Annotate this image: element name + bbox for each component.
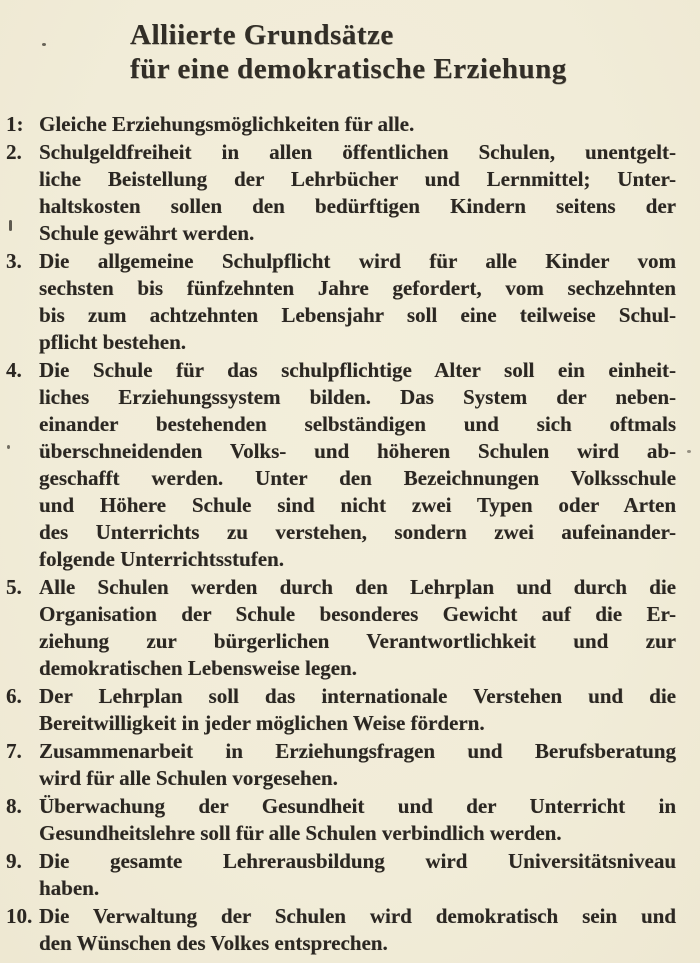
item-line: Überwachung der Gesundheit und der Unterricht in (39, 794, 676, 818)
ink-speck (687, 450, 691, 453)
list-item (6, 848, 676, 902)
item-line: Schulgeldfreiheit in allen öffentlichen Schulen, unentgelt- (39, 140, 676, 164)
ink-speck (42, 43, 46, 46)
item-line: Die Schule für das schulpflichtige Alter soll ein einheit- (39, 358, 676, 382)
item-line: Organisation der Schule besonderes Gewicht auf die Er- (39, 602, 676, 626)
item-number: 9. (6, 849, 22, 873)
item-line: sechsten bis fünfzehnten Jahre gefordert, vom sechzehnten (39, 276, 676, 300)
item-line: folgende Unterrichtsstufen. (39, 547, 284, 571)
item-line: bis zum achtzehnten Lebensjahr soll eine teilweise Schul- (39, 303, 676, 327)
title-line-2: für eine demokratische Erziehung (130, 53, 567, 85)
item-line: Schule gewährt werden. (39, 221, 255, 245)
item-number: 7. (6, 739, 22, 763)
item-line: Der Lehrplan soll das internationale Verstehen und die (39, 684, 676, 708)
list-item (6, 139, 676, 247)
principles-list (6, 111, 676, 957)
item-line: haltskosten sollen den bedürftigen Kindern seitens der (39, 194, 676, 218)
item-line: überschneidenden Volks- und höheren Schulen wird ab- (39, 439, 676, 463)
item-number: 4. (6, 358, 22, 382)
list-item (6, 357, 676, 573)
item-line: einander bestehenden selbständigen und sich oftmals (39, 412, 676, 436)
list-item (6, 111, 676, 138)
item-line: pflicht bestehen. (39, 330, 186, 354)
item-line: liches Erziehungssystem bilden. Das System der neben- (39, 385, 676, 409)
item-number: 10. (6, 904, 33, 928)
item-number: 1: (6, 112, 24, 136)
list-item (6, 903, 676, 957)
item-line: Gesundheitslehre soll für alle Schulen verbindlich werden. (39, 821, 562, 845)
item-line: des Unterrichts zu verstehen, sondern zwei aufeinander- (39, 520, 676, 544)
item-line: demokratischen Lebensweise legen. (39, 656, 357, 680)
list-item (6, 683, 676, 737)
item-line: Die Verwaltung der Schulen wird demokratisch sein und (39, 904, 676, 928)
item-line: den Wünschen des Volkes entsprechen. (39, 931, 388, 955)
item-line: Gleiche Erziehungsmöglichkeiten für alle. (39, 112, 415, 136)
item-line: Die gesamte Lehrerausbildung wird Universitätsniveau (39, 849, 676, 873)
item-line: wird für alle Schulen vorgesehen. (39, 766, 338, 790)
item-number: 2. (6, 140, 22, 164)
item-number: 8. (6, 794, 22, 818)
item-line: geschafft werden. Unter den Bezeichnungen Volksschule (39, 466, 676, 490)
item-number: 3. (6, 249, 22, 273)
item-line: Alle Schulen werden durch den Lehrplan und durch die (39, 575, 676, 599)
ink-speck (7, 445, 10, 449)
document-title (0, 0, 700, 86)
item-line: Bereitwilligkeit in jeder möglichen Weise fördern. (39, 711, 485, 735)
list-item (6, 738, 676, 792)
title-line-1: Alliierte Grundsätze (130, 19, 394, 51)
item-line: liche Beistellung der Lehrbücher und Lernmittel; Unter- (39, 167, 676, 191)
item-line: haben. (39, 876, 100, 900)
list-item (6, 574, 676, 682)
item-number: 5. (6, 575, 22, 599)
item-number: 6. (6, 684, 22, 708)
item-line: und Höhere Schule sind nicht zwei Typen oder Arten (39, 493, 676, 517)
ink-speck (9, 220, 12, 231)
item-line: Die allgemeine Schulpflicht wird für alle Kinder vom (39, 249, 676, 273)
item-line: ziehung zur bürgerlichen Verantwortlichkeit und zur (39, 629, 676, 653)
list-item (6, 248, 676, 356)
list-item (6, 793, 676, 847)
item-line: Zusammenarbeit in Erziehungsfragen und Berufsberatung (39, 739, 676, 763)
